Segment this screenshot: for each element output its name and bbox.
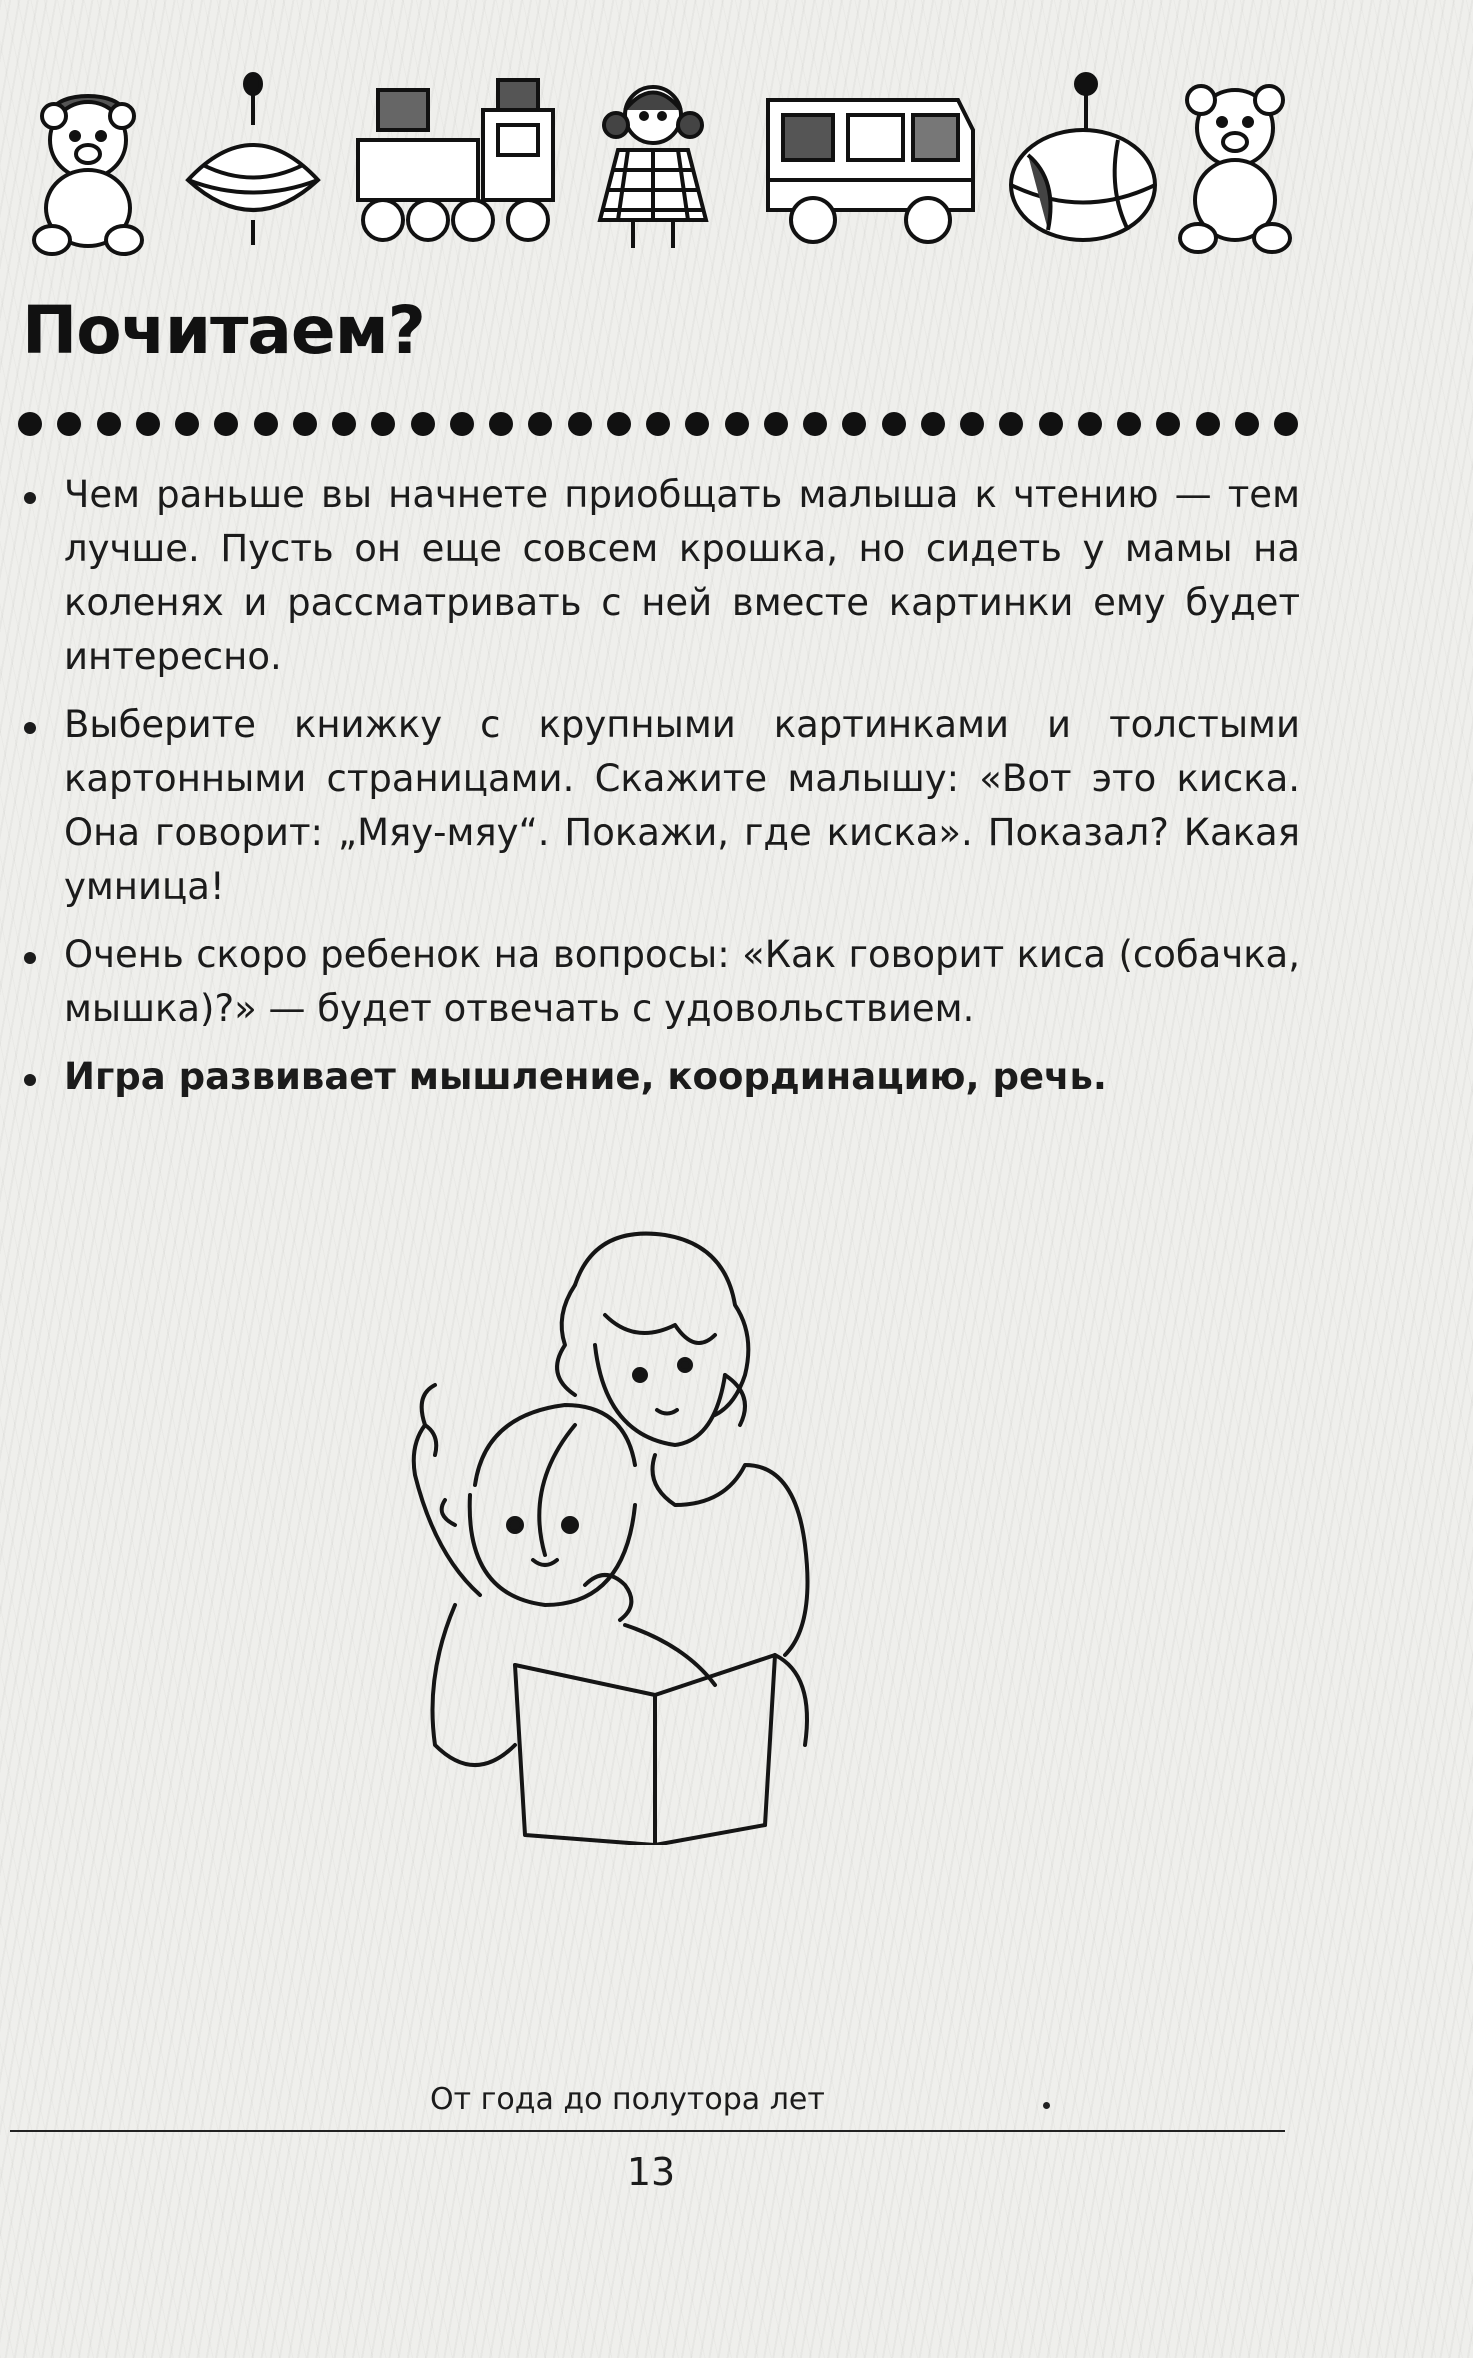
divider-dot xyxy=(1274,412,1298,436)
spinning-top-round-icon xyxy=(998,70,1168,260)
spinning-top-icon xyxy=(158,70,348,260)
bullet-marker xyxy=(24,952,36,964)
footer-rule xyxy=(10,2130,1285,2132)
divider-dot xyxy=(764,412,788,436)
divider-dot xyxy=(1235,412,1259,436)
divider-dot xyxy=(489,412,513,436)
divider-dot xyxy=(175,412,199,436)
toy-header-strip xyxy=(18,70,1308,270)
bullet-list xyxy=(20,468,1300,1118)
divider-dot xyxy=(136,412,160,436)
dot-divider xyxy=(18,406,1298,442)
divider-dot xyxy=(725,412,749,436)
divider-dot xyxy=(1078,412,1102,436)
divider-dot xyxy=(607,412,631,436)
divider-dot xyxy=(97,412,121,436)
bullet-item xyxy=(20,1050,1300,1104)
bullet-item xyxy=(20,468,1300,684)
divider-dot xyxy=(411,412,435,436)
divider-dot xyxy=(960,412,984,436)
toy-train-icon xyxy=(348,70,578,260)
page-number: 13 xyxy=(626,2150,676,2194)
divider-dot xyxy=(568,412,592,436)
divider-dot xyxy=(921,412,945,436)
divider-dot xyxy=(842,412,866,436)
divider-dot xyxy=(882,412,906,436)
footer-dot xyxy=(1043,2102,1050,2109)
divider-dot xyxy=(999,412,1023,436)
mother-reading-illustration xyxy=(395,1225,915,1845)
divider-dot xyxy=(57,412,81,436)
divider-dot xyxy=(646,412,670,436)
bullet-item xyxy=(20,928,1300,1036)
divider-dot xyxy=(803,412,827,436)
divider-dot xyxy=(254,412,278,436)
divider-dot xyxy=(214,412,238,436)
divider-dot xyxy=(1039,412,1063,436)
bullet-marker xyxy=(24,722,36,734)
bullet-text: Чем раньше вы начнете приобщать малыша к чтению — тем лучше. Пусть он еще совсем крошка, но сидеть у мамы на коленях и рассматривать с ней вместе картинки ему будет интересно. xyxy=(64,473,1300,678)
toy-truck-icon xyxy=(753,70,983,260)
divider-dot xyxy=(293,412,317,436)
bullet-marker xyxy=(24,1074,36,1086)
divider-dot xyxy=(685,412,709,436)
doll-icon xyxy=(588,70,718,260)
bullet-text: Очень скоро ребенок на вопросы: «Как говорит киса (собачка, мышка)?» — будет отвечать с удовольствием. xyxy=(64,933,1300,1030)
teddy-bear-icon xyxy=(1168,70,1303,260)
divider-dot xyxy=(1156,412,1180,436)
bullet-text: Выберите книжку с крупными картинками и толстыми картонными страницами. Скажите малышу: «Вот это киска. Она говорит: „Мяу-мяу“. Покажи, где киска». Показал? Какая умница! xyxy=(64,703,1300,908)
divider-dot xyxy=(371,412,395,436)
divider-dot xyxy=(1117,412,1141,436)
divider-dot xyxy=(1196,412,1220,436)
page-title: Почитаем? xyxy=(22,292,425,369)
divider-dot xyxy=(18,412,42,436)
divider-dot xyxy=(528,412,552,436)
divider-dot xyxy=(450,412,474,436)
divider-dot xyxy=(332,412,356,436)
bullet-text: Игра развивает мышление, координацию, речь. xyxy=(64,1055,1107,1098)
section-footer: От года до полутора лет xyxy=(430,2082,825,2117)
teddy-bear-with-hat-icon xyxy=(18,70,158,260)
bullet-item xyxy=(20,698,1300,914)
bullet-marker xyxy=(24,492,36,504)
